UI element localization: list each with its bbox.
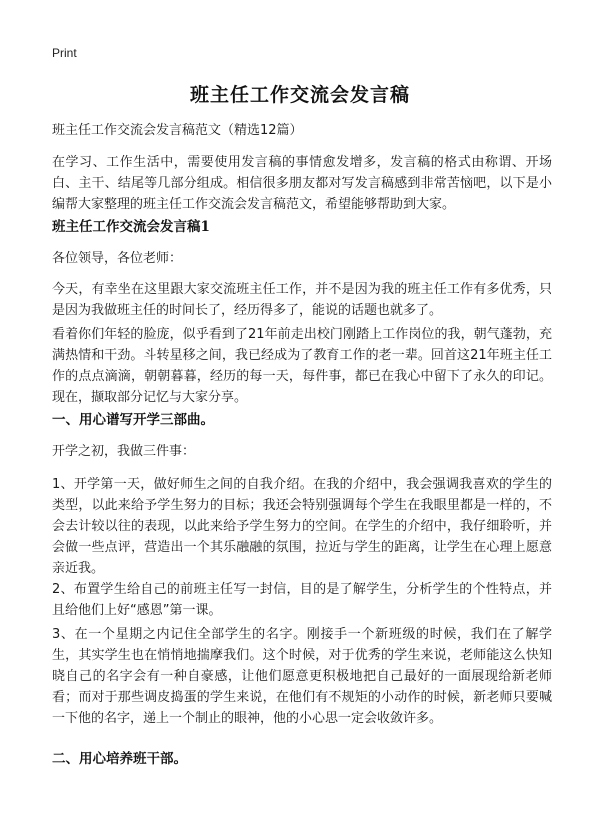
greeting: 各位领导，各位老师：	[52, 251, 183, 266]
intro-paragraph: 在学习、工作生活中，需要使用发言稿的事情愈发增多，发言稿的格式由称谓、开场白、主干、结尾等几部分组成。相信很多朋友都对写发言稿感到非常苦恼吧，以下是小编帮大家整理的班主任工作交流会发言稿范文，希望能够帮助到大家。	[52, 155, 552, 212]
document-subtitle: 班主任工作交流会发言稿范文（精选12篇）	[52, 123, 303, 138]
heading-2: 二、用心培养班干部。	[52, 751, 187, 767]
section-heading-block	[52, 217, 552, 238]
print-link[interactable]: Print	[52, 46, 77, 60]
page-title: 班主任工作交流会发言稿	[189, 84, 410, 106]
paragraph-5-block	[52, 579, 552, 621]
heading-1: 一、用心谱写开学三部曲。	[52, 412, 214, 428]
paragraph-2: 看着你们年轻的脸庞，似乎看到了21年前走出校门刚踏上工作岗位的我，朝气蓬勃，充满热情和干劲。斗转星移之间，我已经成为了教育工作的老一辈。回首这21年班主任工作的点点滴滴，朝朝暮暮，经历的每一天，每件事，都已在我心中留下了永久的印记。现在，撷取部分记忆与大家分享。	[52, 327, 552, 405]
paragraph-3: 开学之初，我做三件事：	[52, 444, 196, 459]
greeting-block	[52, 248, 552, 269]
paragraph-1: 今天，有幸坐在这里跟大家交流班主任工作，并不是因为我的班主任工作有多优秀，只是因为我做班主任的时间长了，经历得多了，能说的话题也就多了。	[52, 282, 552, 318]
section-title: 班主任工作交流会发言稿1	[52, 219, 210, 235]
subtitle-block	[52, 120, 552, 141]
paragraph-6-block	[52, 624, 552, 729]
paragraph-6: 3、在一个星期之内记住全部学生的名字。刚接手一个新班级的时候，我们在了解学生，其实学生也在悄悄地揣摩我们。这个时候，对于优秀的学生来说，老师能这么快知晓自己的名字会有一种自豪感，让他们愿意更积极地把自己最好的一面展现给新老师看；而对于那些调皮捣蛋的学生来说，在他们有不规矩的小动作的时候，新老师只要喊一下他的名字，递上一个制止的眼神，他的小心思一定会收敛许多。	[52, 627, 552, 726]
heading-1-block	[52, 410, 552, 431]
paragraph-1-block	[52, 279, 552, 321]
paragraph-2-block	[52, 324, 552, 408]
paragraph-5: 2、布置学生给自己的前班主任写一封信，目的是了解学生，分析学生的个性特点，并且给他们上好“感恩”第一课。	[52, 582, 552, 618]
heading-2-block	[52, 749, 552, 770]
paragraph-4-block	[52, 474, 552, 579]
paragraph-3-block	[52, 441, 552, 462]
paragraph-4: 1、开学第一天，做好师生之间的自我介绍。在我的介绍中，我会强调我喜欢的学生的类型，以此来给予学生努力的目标；我还会特别强调每个学生在我眼里都是一样的，不会去计较以往的表现，以此来给予学生努力的空间。在学生的介绍中，我仔细聆听，并会做一些点评，营造出一个其乐融融的氛围，拉近与学生的距离，让学生在心理上愿意亲近我。	[52, 477, 552, 576]
intro-block	[52, 152, 552, 215]
